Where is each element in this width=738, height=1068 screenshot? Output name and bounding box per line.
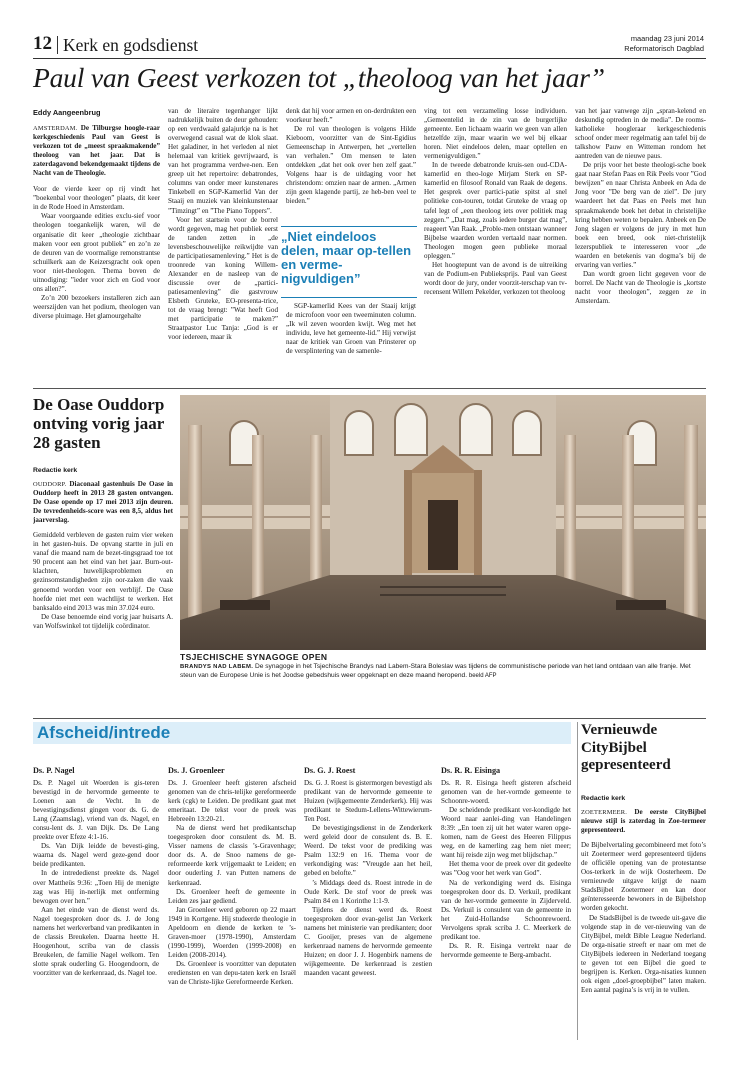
paragraph: Na de dienst werd het predikantschap toegesproken door consulent ds. M. B. Visser namens de classis ’s-Gravenhage; door ds. A. de Snoo namens de ge-reformeerde kerk vrijgemaakt te Leiden; en door ouderling J. van Putten namens de kerkenraad. — [168, 824, 296, 887]
paragraph: Na de verkondiging werd ds. Eisinga toegesproken door ds. D. Verkuil, predikant van de her-vormde gemeente in Zijderveld. Ds. Verkuil is consulent van de gemeente in het Zuid-Hollandse Schoonrewoerd. Vervolgens sprak scriba J. C. Meerkerk de predikant toe. — [441, 878, 571, 941]
paragraph: Ds. Groenleer heeft de gemeente in Leiden zes jaar gediend. — [168, 887, 296, 905]
paragraph: Aan het einde van de dienst werd ds. Nagel toegesproken door ds. J. de Jong namens het werkverband van predikanten in de classis Breukelen. Daarna heette H. Hoogenhout, scriba van de classis Breukelen, de familie Nagel welkom. Ten slotte sprak ouderling G. Hoogendoorn, de voorzitter van de kerkenraad, ds. Nagel toe. — [33, 905, 159, 977]
paragraph: Voor het startsein voor de borrel wordt gegeven, mag het publiek eerst de tanden zetten in „de levensbeschouwelijke reikwijdte van de participatiesamenleving.” Het is de troonrede van koning Willem-Alexander en de nasleep van de discussie over de „partici-patiesamenleving” die gastvrouw Elsbeth Gruteke, EO-presenta-trice, tot de vraag brengt: ”Wat heeft God met participatie te maken?” Straatpastor Luc Tanja: „God is er voor iedereen, maar ik — [168, 215, 278, 342]
paragraph: De bevestigingsdienst in de Zenderkerk werd geleid door de consulent ds. B. E. Weerd. De tekst voor de prediking was Psalm 132:9 en 16. Thema voor de verkondiging was: ”Vreugde aan het heil, gebed en belofte.” — [304, 824, 432, 878]
photo-credit: beeld AFP — [468, 672, 497, 679]
paragraph: Ds. Groenleer is voorzitter van deputaten erediensten en van depu-taten kerk en Israël van de Christe-lijke Gereformeerde Kerken. — [168, 959, 296, 987]
paragraph: van de literaire tegenhanger lijkt nadrukkelijk buiten de deur gehouden: op een verdwaald galajurkje na is het overwegend casual wat de klok slaat. Het galadiner, in het verleden al niet helemaal van kritiek gevrijwaard, is van het programma verdwe-nen. Een greep uit het repertoire: debatrondes, columns van onder meer kunstenares Tinkebell en SGP-Kamerlid Van der Staaij en muziek van kleinkunstenaar ”Timzingt” en ”The Piano Toppers”. — [168, 107, 278, 215]
section-title: Kerk en godsdienst — [63, 35, 199, 55]
section-rule — [33, 718, 706, 719]
oase-byline: Redactie kerk — [33, 467, 78, 474]
main-headline: Paul van Geest verkozen tot „theoloog van het jaar” — [33, 62, 605, 93]
citybijbel-article-body — [581, 808, 706, 1041]
paragraph: Ds. Van Dijk leidde de bevesti-ging, waarna ds. Nagel werd geze-gend door beide predikanten. — [33, 842, 159, 869]
paragraph: In de intrededienst preekte ds. Nagel over Mattheüs 9:36: „Toen Hij de menigte zag was Hij in-nerlijk met ontferming bewogen over hen.” — [33, 869, 159, 905]
synagogue-photo — [180, 395, 706, 650]
afscheid-column-groenleer — [168, 779, 296, 1041]
paragraph: van het jaar vanwege zijn „spran-kelend en deskundig optreden in de media”. De rooms-katholieke hoogleraar kerkgeschiedenis schoof onder meer regelmatig aan tafel bij de talkshow Pauw en Witteman rondom het aantreden van de nieuwe paus. — [575, 107, 706, 161]
synagogue-interior-image — [180, 395, 706, 650]
main-article-column-5 — [575, 107, 706, 382]
pullquote: „Niet eindeloos delen, maar op-tellen en verme-nigvuldigen” — [281, 229, 412, 286]
subhead-eisinga: Ds. R. R. Eisinga — [441, 766, 501, 775]
main-article-column-1 — [33, 124, 160, 382]
paragraph: In de tweede debatronde kruis-sen oud-CDA-kamerlid en theo-loge Mirjam Sterk en SP-kamerlid en filosoof Ronald van Raak de degens. Het gesprek over partici-patie spitst al snel politieke con-touren, totdat Gruteke de vraag op tafel legt of „een theoloog iets over politiek mag zeggen.” „Dat mag, zoals iedere burger dat mag”, reageert Van Raak. „Proble-men ontstaan wanneer Bijbelse waarden worden vertaald naar normen. Theologen mogen geen publieke moraal opleggen.” — [424, 161, 567, 260]
oase-article-body — [33, 480, 173, 715]
paragraph: denk dat hij voor armen en on-derdrukten een voorkeur heeft.” — [286, 107, 416, 125]
subhead-groenleer: Ds. J. Groenleer — [168, 766, 225, 775]
paragraph: Ds. R. R. Eisinga vertrekt naar de hervormde gemeente te Berg-ambacht. — [441, 941, 571, 959]
article-lead: De eerste CityBijbel nieuwe stijl is zaterdag in Zoe-termeer gepresenteerd. — [581, 808, 706, 835]
paragraph: De scheidende predikant ver-kondigde het Woord naar aanlei-ding van Handelingen 8:39: „En toen zij uit het water waren opge-komen, nam de Geest des Heeren Filippus weg, en de kamerling zag hem niet meer; want hij reisde zijn weg met blijdschap.” — [441, 806, 571, 860]
paragraph: Het thema voor de preek over dit gedeelte was ”Oog voor het werk van God”. — [441, 860, 571, 878]
paragraph: De Oase benoemde eind vorig jaar huisarts A. van Wolfswinkel tot tijdelijk coördinator. — [33, 612, 173, 630]
article-lead: Diaconaal gastenhuis De Oase in Ouddorp heeft in 2013 28 gasten ontvangen. De Oase opende op 17 mei 2013 zijn deuren. De tevredenheids-score was een 8,5, aldus het jaarverslag. — [33, 480, 173, 525]
main-article-column-3-bottom — [286, 302, 416, 382]
paragraph: De StadsBijbel is de tweede uit-gave die volgende stap in de ver-nieuwing van de CityBijbel, meldt Bible League Nederland. De orga-nisatie streeft er naar om met de CityBijbels iedereen in Nederland toegang te geven tot een Bijbel die goed te begrijpen is. Kerken. Orga-nisaties kunnen ook eigen „doel-groepbijbel” laten maken. Een aantal pagina’s is vrij in te vullen. — [581, 913, 706, 994]
photo-caption-title: TSJECHISCHE SYNAGOGE OPEN — [180, 652, 328, 662]
main-byline: Eddy Aangeenbrug — [33, 108, 101, 117]
paragraph: Ds. P. Nagel uit Woerden is gis-teren bevestigd in de hervormde gemeente te Loenen aan de Vecht. In de bevestigingsdienst gingen voor ds. G. de Lang (Zaamslag), vriend van ds. Nagel, en consu-lent ds. J. van Dijk. Ds. De Lang preekte over Efeze 4:1-16. — [33, 779, 159, 842]
pullquote-rule-top — [281, 226, 417, 227]
caption-dateline: BRANDYS NAD LABEM. — [180, 664, 254, 670]
paragraph: Zo’n 200 bezoekers installeren zich aan weerszijden van het podium, theologen van diverse pluimage. Het glamourgehalte — [33, 293, 160, 320]
paragraph: ving tot een verzameling losse individuen. „Gemeentelid in de zin van de burgerlijke gemeente. Een lichaam waarin we geen van allen hetzelfde zijn, maar waarin we wel bij elkaar horen. Niet eindeloos delen, maar optellen en vermenigvuldigen.” — [424, 107, 567, 161]
pullquote-rule-bottom — [281, 297, 417, 298]
paragraph: Ds. J. Groenleer heeft gisteren afscheid genomen van de chris-telijke gereformeerde kerk (cgk) te Leiden. De predikant gaat met emeritaat. De tekst voor de preek was Hebreeën 13:20-21. — [168, 779, 296, 824]
main-article-column-4 — [424, 107, 567, 382]
issue-date: maandag 23 juni 2014 — [630, 34, 704, 43]
page-number: 12 — [33, 33, 52, 54]
column-rule — [577, 722, 578, 1040]
subhead-roest: Ds. G. J. Roest — [304, 766, 356, 775]
paragraph: Tijdens de dienst werd ds. Roest toegesproken door evan-gelist Jan Verkerk namens het ministerie van predikanten; door C. Gooijer, preses van de algemene kerkenraad namens de hervormde gemeente Huizen; en door J. J. Hogenbirk namens de wijkgemeente. De kerkenraad is zestien maanden vacant geweest. — [304, 905, 432, 977]
section-rule — [33, 388, 706, 389]
dateline: OUDDORP. — [33, 481, 67, 488]
photo-caption — [180, 663, 706, 680]
paragraph: Gemiddeld verbleven de gasten ruim vier weken in het gasten-huis. De opvang startte in juli en vanaf die maand nam de bezet-tingsgraad toe tot 90 procent aan het eind van het jaar. Burn-out-klachten, huwelijksproblemen en gezinsomstandigheden zijn oor-zaken die vaak genoemd worden voor een verblijf. De Oase hoefde niet met een wachtlijst te werken. Het banksaldo eind 2013 was min 37.024 euro. — [33, 531, 173, 612]
paragraph: Ds. G. J. Roest is gistermorgen bevestigd als predikant van de hervormde gemeente te Huizen (wijkgemeente Zenderkerk). Hij was predikant te Stedum-Lellens-Wittewierum-Ten Post. — [304, 779, 432, 824]
afscheid-section-title: Afscheid/intrede — [37, 723, 171, 742]
paragraph: ’s Middags deed ds. Roest intrede in de Oude Kerk. De stof voor de preek was Psalm 84 en 1 Korinthe 1:1-9. — [304, 878, 432, 905]
paragraph: Het hoogtepunt van de avond is de uitreiking van de Podium-en Publieksprijs. Paul van Geest wordt door de jury, onder voorzit-terschap van tv-recensent Willem Pekelder, verkozen tot theoloog — [424, 260, 567, 296]
paragraph: De rol van theologen is volgens Hilde Kieboom, voorzitter van de Sint-Egidius Gemeenschap in Antwerpen, het „vertellen van verhalen.” Om mensen te laten ontdekken „dat het ook over hen zelf gaat.” Volgens haar is de uitdaging voor het christendom: omzien naar de armen. „Armen zijn geen klagende partij, ze heb-ben veel te bieden.” — [286, 125, 416, 206]
dateline: ZOETERMEER. — [581, 809, 628, 816]
paragraph: Jan Groenleer werd geboren op 22 maart 1949 in Kortgene. Hij studeerde theologie in Apeldoorn en diende de kerken te ’s-Graven-moer (1978-1990), Amsterdam (1990-1999), Woerden (1999-2008) en Leiden (2008-2014). — [168, 905, 296, 959]
citybijbel-headline: Vernieuwde CityBijbel gepresenteerd — [581, 722, 671, 773]
dateline: AMSTERDAM. — [33, 125, 78, 132]
newspaper-name: Reformatorisch Dagblad — [624, 44, 704, 53]
paragraph: De prijs voor het beste theologi-sche boek gaat naar Stefan Paas en Rik Peels voor ”God bewijzen” en naar Christa Anbeek en Ada de Jong voor ”De berg van de ziel”. De jury waardeert het dat Paas en Peels met hun spraakmakende boek het debat in christelijke kring hebben weten te bepalen. Anbeek en De Jong slagen er volgens de jury in met hun boek een breed, ook niet-christelijk lezerspubliek te interesseren voor „de waarden en betekenis van dogma’s bij de ervaring van verlies.” — [575, 161, 706, 269]
citybijbel-byline: Redactie kerk — [581, 795, 626, 802]
article-lead: De Tilburgse hoogle-raar kerkgeschiedenis Paul van Geest is verkozen tot de „meest spraakmakende” theoloog van het jaar. Dat is zaterdagavond bekendgemaakt tijdens de Nacht van de Theologie. — [33, 124, 160, 178]
afscheid-column-roest — [304, 779, 432, 1041]
afscheid-column-nagel — [33, 779, 159, 1041]
main-article-column-2 — [168, 107, 278, 382]
header-rule — [33, 58, 706, 59]
paragraph: Waar voorgaande edities exclu-sief voor theologen toegankelijk waren, wil de organisatie dit keer „theologie zichtbaar maken voor een groot publiek” en zo’n ze de deuren van de voormalige remonstrantse schuilkerk aan de Keizersgracht ook open voor niet-theologen. Thema boven de uitnodiging: ”ieder voor zich en God voor ons allen?”. — [33, 212, 160, 293]
paragraph: SGP-kamerlid Kees van der Staaij krijgt de microfoon voor een tweeminuten column. „Ik wil zeven woorden kwijt. Weg met het individu, leve het gemeente-lid.” Hij verwijst naar de kritiek van Groen van Prinsterer op de versplintering van de samenle- — [286, 302, 416, 356]
caption-body: De synagoge in het Tsjechische Brandys nad Labem-Stara Boleslav was tijdens de communistische periode van het land ontdaan van alle franje. Met steun van de Europese Unie is het Joodse gebedshuis weer opgeknapt en deze maand heropend. — [180, 663, 691, 679]
paragraph: De Bijbelvertaling gecombineerd met foto’s uit Zoetermeer werd gepresenteerd tijdens de officiële opening van de protestantse Oos-terkerk in de wijk Oosterheem. De vernieuwde uitgave krijgt de naam StadsBijbel Zoetermeer en kan door geïnteresseerde bewoners in de Bijbelshop worden gekocht. — [581, 841, 706, 913]
section-divider — [57, 36, 58, 54]
paragraph: Ds. R. R. Eisinga heeft gisteren afscheid genomen van de her-vormde gemeente te Schoonre-woerd. — [441, 779, 571, 806]
oase-headline: De Oase Ouddorp ontving vorig jaar 28 gasten — [33, 395, 165, 452]
main-article-column-3-top — [286, 107, 416, 223]
paragraph: Voor de vierde keer op rij vindt het ”boekenbal voor theologen” plaats, dit keer in de Rode Hoed in Amsterdam. — [33, 185, 160, 212]
afscheid-column-eisinga — [441, 779, 571, 1041]
subhead-nagel: Ds. P. Nagel — [33, 766, 75, 775]
paragraph: Dan wordt groen licht gegeven voor de borrel. De Nacht van de Theologie is „kortste nacht voor theologen”, zeggen ze in Amsterdam. — [575, 269, 706, 305]
